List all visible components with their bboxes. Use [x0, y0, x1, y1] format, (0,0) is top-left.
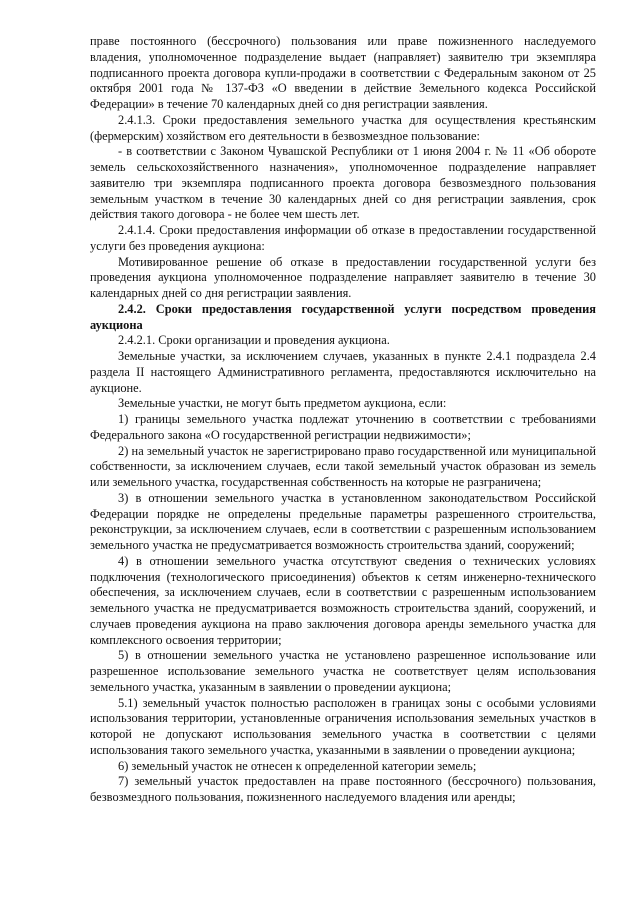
document-page: [90, 34, 596, 806]
list-item: 2) на земельный участок не зарегистрировано право государственной или муниципальной собственности, за исключением случаев, если такой земельный участок образован из земель или земельного участка, государственная собственность на которые не разграничена;: [90, 443, 596, 489]
paragraph: - в соответствии с Законом Чувашской Республики от 1 июня 2004 г. № 11 «Об обороте земель сельскохозяйственного назначения», уполномоченное подразделение направляет заявителю три экземпляра подписанного проекта договора безвозмездного пользования земельным участком в течение 30 календарных дней со дня регистрации заявления, срок действия такого договора - не более чем шесть лет.: [90, 144, 596, 222]
list-item: 7) земельный участок предоставлен на праве постоянного (бессрочного) пользования, безвозмездного пользования, пожизненного наследуемого владения или аренды;: [90, 774, 596, 804]
list-item: 5.1) земельный участок полностью расположен в границах зоны с особыми условиями использования территории, установленные ограничения использования земельных участков в которой не допускают использования земельного участка в соответствии с целями использования такого земельного участка, указанными в заявлении о проведении аукциона;: [90, 695, 596, 757]
list-item: 1) границы земельного участка подлежат уточнению в соответствии с требованиями Федерального закона «О государственной регистрации недвижимости»;: [90, 412, 596, 442]
list-item: 6) земельный участок не отнесен к определенной категории земель;: [118, 758, 477, 773]
paragraph: праве постоянного (бессрочного) пользования или праве пожизненного наследуемого владения, уполномоченное подразделение выдает (направляет) заявителю три экземпляра подписанного проекта договора купли-продажи в соответствии с Федеральным законом от 25 октября 2001 года № 137-ФЗ «О введении в действие Земельного кодекса Российской Федерации» в течение 70 календарных дней со дня регистрации заявления.: [90, 34, 596, 111]
paragraph: 2.4.1.3. Сроки предоставления земельного участка для осуществления крестьянским (фермерским) хозяйством его деятельности в безвозмездное пользование:: [90, 112, 596, 143]
paragraph: 2.4.1.4. Сроки предоставления информации об отказе в предоставлении государственной услуги без проведения аукциона:: [90, 223, 596, 253]
paragraph: Мотивированное решение об отказе в предоставлении государственной услуги без проведения аукциона уполномоченное подразделение направляет заявителю в течение 30 календарных дней со дня регистрации заявления.: [90, 254, 596, 300]
paragraph: Земельные участки, за исключением случаев, указанных в пункте 2.4.1 подраздела 2.4 раздела II настоящего Административного регламента, предоставляются исключительно на аукционе.: [90, 349, 596, 395]
section-heading: 2.4.2. Сроки предоставления государственной услуги посредством проведения аукциона: [90, 301, 596, 332]
paragraph: Земельные участки, не могут быть предметом аукциона, если:: [118, 396, 447, 411]
paragraph: 2.4.2.1. Сроки организации и проведения аукциона.: [118, 333, 390, 348]
list-item: 3) в отношении земельного участка в установленном законодательством Российской Федерации порядке не определены предельные параметры разрешенного строительства, реконструкции, за исключением случаев, если в соответствии с разрешенным использованием земельного участка не предусматривается возможность строительства зданий, сооружений;: [90, 490, 596, 552]
list-item: 4) в отношении земельного участка отсутствуют сведения о технических условиях подключения (технологического присоединения) объектов к сетям инженерно-технического обеспечения, за исключением случаев, если в соответствии с разрешенным использованием земельного участка не предусматривается возможность строительства зданий, сооружений, и случаев проведения аукциона на право заключения договора аренды земельного участка для комплексного освоения территории;: [90, 553, 596, 647]
list-item: 5) в отношении земельного участка не установлено разрешенное использование или разрешенное использование земельного участка не соответствует целям использования земельного участка, указанным в заявлении о проведении аукциона;: [90, 648, 596, 694]
